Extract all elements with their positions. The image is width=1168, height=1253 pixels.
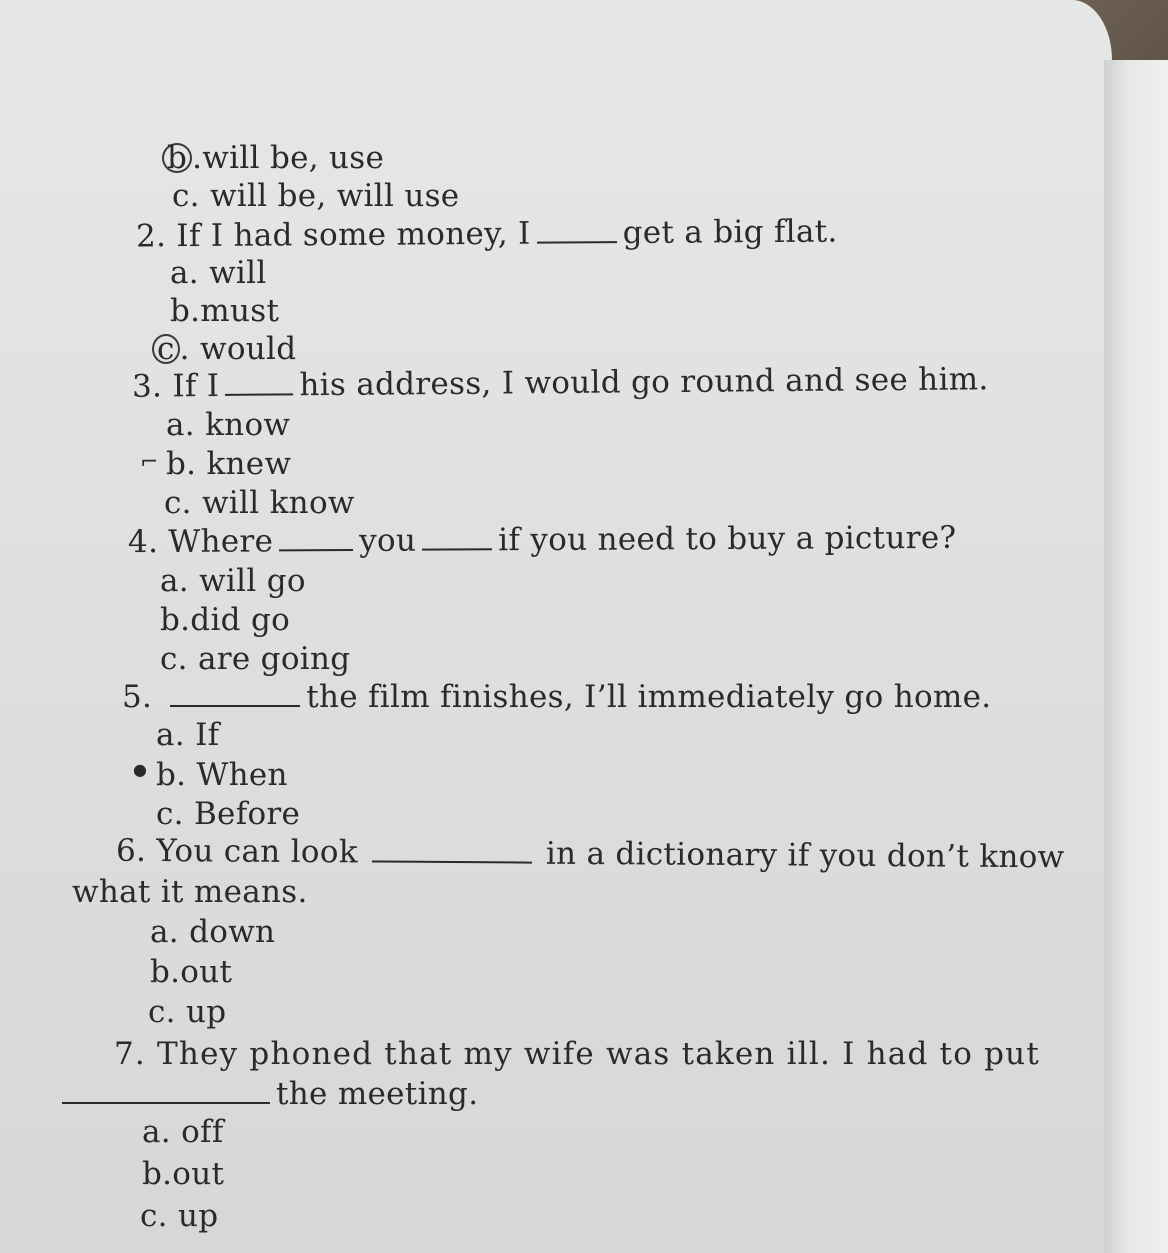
dot-mark-icon: ● bbox=[133, 760, 147, 779]
q3-option-a[interactable]: a. know bbox=[166, 407, 291, 443]
q7-stem bbox=[114, 1036, 1040, 1072]
q2-option-c[interactable]: c . would bbox=[152, 331, 296, 367]
q7-option-c[interactable]: c. up bbox=[140, 1198, 219, 1234]
q4-blank-2[interactable] bbox=[422, 547, 492, 550]
q5-number: 5. bbox=[122, 679, 153, 715]
q4-number: 4. bbox=[127, 524, 159, 561]
q3-blank[interactable] bbox=[225, 392, 293, 396]
q4-stem-middle: you bbox=[359, 522, 417, 559]
q2-stem-after: get a big flat. bbox=[622, 213, 838, 252]
q7-stem-before: They phoned that my wife was taken ill. I had to put bbox=[157, 1036, 1040, 1072]
q4-stem-after: if you need to buy a picture? bbox=[498, 519, 957, 559]
book-page-edge bbox=[1104, 60, 1168, 1253]
q4-option-a[interactable]: a. will go bbox=[160, 563, 306, 599]
q4-stem-before: Where bbox=[168, 523, 274, 560]
q3-option-b[interactable]: b. knew bbox=[166, 446, 292, 482]
q2-number: 2. bbox=[135, 218, 167, 255]
q6-stem-before: You can look bbox=[156, 832, 359, 871]
q1-option-c[interactable]: c. will be, will use bbox=[172, 178, 460, 214]
q3-stem bbox=[132, 361, 989, 404]
q4-option-c[interactable]: c. are going bbox=[160, 641, 351, 677]
q7-stem-line-2 bbox=[62, 1076, 478, 1112]
q3-stem-after: his address, I would go round and see him. bbox=[299, 361, 989, 404]
q5-option-a[interactable]: a. If bbox=[156, 717, 220, 753]
q7-number: 7. bbox=[114, 1036, 146, 1072]
q6-option-b[interactable]: b.out bbox=[150, 954, 233, 990]
q3-number: 3. bbox=[131, 368, 163, 405]
q6-blank[interactable] bbox=[372, 859, 532, 863]
q6-stem-after: in a dictionary if you don’t know bbox=[545, 835, 1065, 876]
q2-blank[interactable] bbox=[537, 240, 617, 244]
q6-option-a[interactable]: a. down bbox=[150, 914, 276, 950]
q6-option-c[interactable]: c. up bbox=[148, 994, 227, 1030]
q2-stem bbox=[136, 214, 838, 255]
answer-circle-mark: c bbox=[152, 334, 180, 364]
q2-option-b[interactable]: b.must bbox=[170, 293, 280, 329]
q6-stem-continued: what it means. bbox=[72, 874, 308, 910]
q4-option-b[interactable]: b.did go bbox=[160, 602, 291, 638]
q2-option-a[interactable]: a. will bbox=[170, 255, 267, 291]
q3-stem-before: If I bbox=[172, 367, 220, 405]
q5-stem-after: the film finishes, I’ll immediately go home. bbox=[306, 679, 992, 715]
q6-stem bbox=[116, 833, 1065, 876]
q5-option-b[interactable]: b. When bbox=[156, 757, 288, 793]
q5-option-c[interactable]: c. Before bbox=[156, 796, 301, 832]
q2-stem-before: If I had some money, I bbox=[176, 215, 531, 255]
q5-blank[interactable] bbox=[170, 704, 300, 707]
q7-option-b[interactable]: b.out bbox=[142, 1156, 225, 1192]
q7-option-a[interactable]: a. off bbox=[142, 1114, 224, 1150]
q6-number: 6. bbox=[115, 832, 147, 869]
q1-option-b[interactable]: b .will be, use bbox=[162, 140, 384, 176]
q7-stem-continued: the meeting. bbox=[276, 1076, 479, 1112]
answer-circle-mark: b bbox=[162, 143, 192, 173]
q3-option-c[interactable]: c. will know bbox=[164, 485, 355, 521]
q4-stem bbox=[128, 520, 957, 560]
q7-blank[interactable] bbox=[62, 1101, 270, 1104]
tick-mark-icon: ⌐ bbox=[140, 450, 159, 475]
q4-blank-1[interactable] bbox=[279, 548, 353, 551]
q5-stem bbox=[122, 679, 991, 715]
